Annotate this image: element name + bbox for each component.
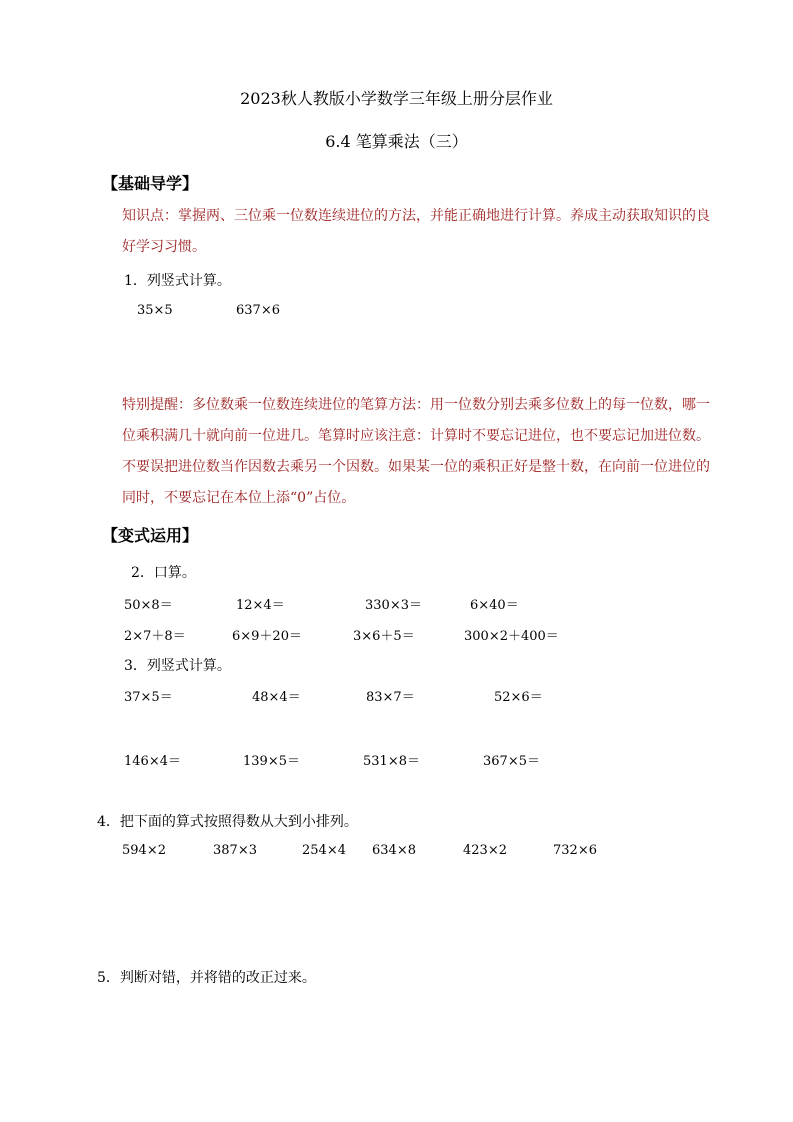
q2-item: 2×7＋8＝ bbox=[124, 629, 186, 644]
knowledge-point-text: 知识点：掌握两、三位乘一位数连续进位的方法，并能正确地进行计算。养成主动获取知识的良好学习习惯。 bbox=[122, 208, 710, 255]
section-heading-basic: 【基础导学】 bbox=[102, 174, 199, 193]
question-1-title: 1．列竖式计算。 bbox=[124, 273, 231, 289]
q4-item: 594×2 bbox=[122, 843, 166, 858]
q2-item: 6×40＝ bbox=[470, 598, 519, 613]
section-heading-practice: 【变式运用】 bbox=[102, 526, 199, 545]
q3-item: 37×5＝ bbox=[124, 690, 173, 705]
q2-item: 300×2＋400＝ bbox=[464, 629, 559, 644]
q3-item: 146×4＝ bbox=[124, 754, 181, 769]
q3-item: 83×7＝ bbox=[366, 690, 415, 705]
special-reminder-text: 特别提醒：多位数乘一位数连续进位的笔算方法：用一位数分别去乘多位数上的每一位数，哪一位乘积满几十就向前一位进几。笔算时应该注意：计算时不要忘记进位，也不要忘记加进位数。不要误把进位数当作因数去乘另一个因数。如果某一位的乘积正好是整十数，在向前一位进位的同时，不要忘记在本位上添“0”占位。 bbox=[122, 397, 710, 506]
q3-item: 139×5＝ bbox=[243, 754, 300, 769]
question-2-title: 2．口算。 bbox=[131, 565, 196, 581]
page-subtitle: 6.4 笔算乘法（三） bbox=[325, 132, 468, 151]
q2-item: 3×6＋5＝ bbox=[353, 629, 415, 644]
q1-item: 637×6 bbox=[236, 303, 280, 318]
q4-item: 387×3 bbox=[213, 843, 257, 858]
q2-item: 50×8＝ bbox=[124, 598, 173, 613]
q3-item: 531×8＝ bbox=[363, 754, 420, 769]
q2-item: 330×3＝ bbox=[365, 598, 422, 613]
q4-item: 634×8 bbox=[372, 843, 416, 858]
q4-item: 732×6 bbox=[553, 843, 597, 858]
question-4-title: 4．把下面的算式按照得数从大到小排列。 bbox=[97, 814, 358, 830]
q3-item: 367×5＝ bbox=[483, 754, 540, 769]
q2-item: 12×4＝ bbox=[236, 598, 285, 613]
q3-item: 48×4＝ bbox=[252, 690, 301, 705]
page-title: 2023秋人教版小学数学三年级上册分层作业 bbox=[240, 89, 553, 108]
question-5-title: 5．判断对错，并将错的改正过来。 bbox=[97, 970, 316, 986]
q1-item: 35×5 bbox=[137, 303, 173, 318]
q4-item: 423×2 bbox=[463, 843, 507, 858]
q3-item: 52×6＝ bbox=[494, 690, 543, 705]
question-3-title: 3．列竖式计算。 bbox=[124, 658, 231, 674]
q2-item: 6×9＋20＝ bbox=[232, 629, 302, 644]
q4-item: 254×4 bbox=[302, 843, 346, 858]
